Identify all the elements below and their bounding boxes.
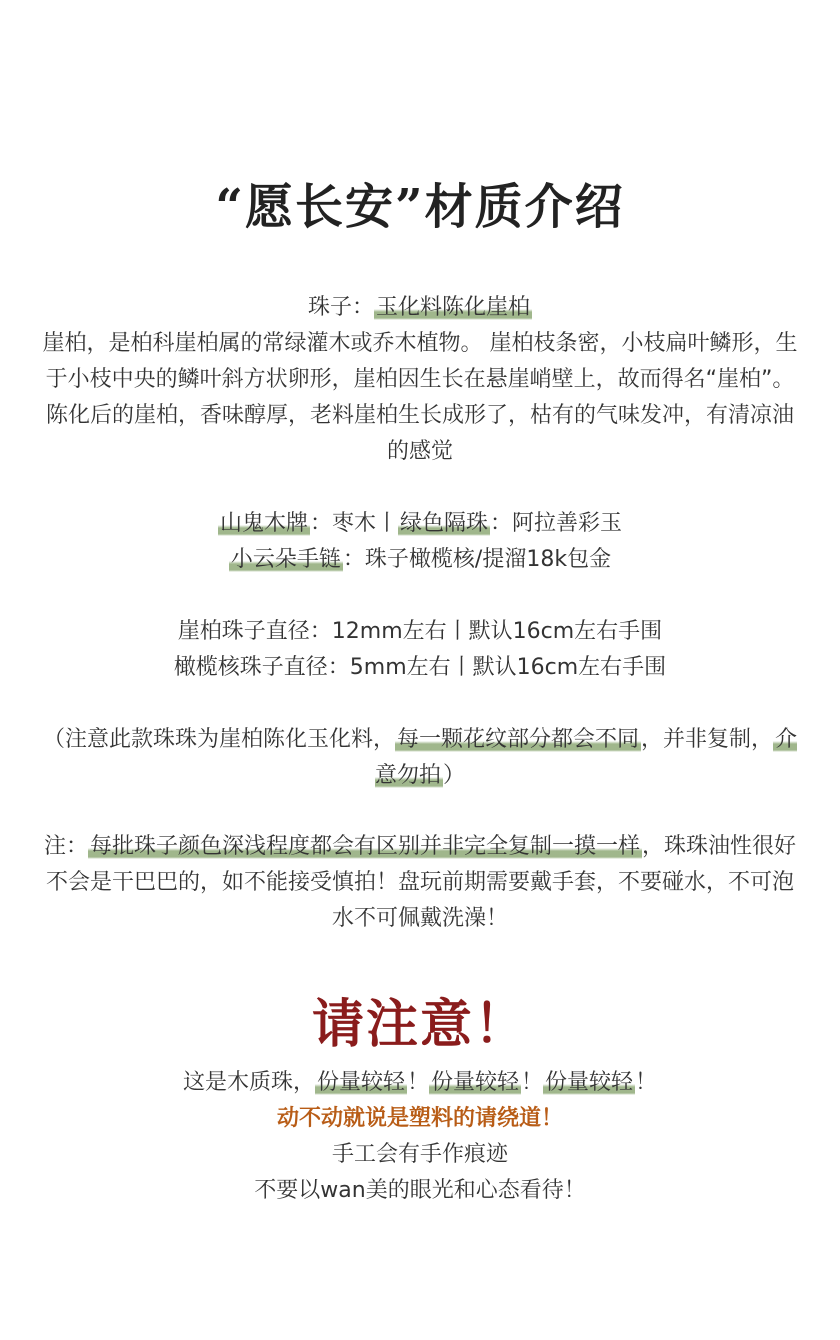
notice-expectation: 不要以wan美的眼光和心态看待！ — [254, 1178, 586, 1203]
notice-title: 请注意！ — [311, 994, 528, 1055]
tag-value: ：枣木丨 — [309, 511, 398, 536]
note-color-prefix: 注： — [43, 834, 88, 859]
notice-weight-line — [36, 1065, 804, 1101]
note-pattern-warning: 介意勿拍 — [374, 727, 798, 788]
size-line-2: 橄榄核珠子直径：5mm左右丨默认16cm左右手围 — [173, 655, 667, 680]
page-title: “愿长安”材质介绍 — [215, 179, 625, 235]
notice-weight-3: 份量较轻 — [545, 1070, 634, 1095]
notice-handmade: 手工会有手作痕迹 — [331, 1142, 508, 1167]
note-color-suffix: ，珠珠油性很好不会是干巴巴的，如不能接受慎拍！盘玩前期需要戴手套，不要碰水，不可泡水不可佩戴洗澡！ — [45, 834, 797, 931]
accessories-section — [36, 506, 804, 578]
note-pattern — [36, 722, 804, 794]
note-pattern-section — [36, 722, 804, 794]
note-color — [36, 829, 804, 937]
notice-plastic-warning: 动不动就说是塑料的请绕道！ — [276, 1106, 563, 1131]
notice-wood-text: 这是木质珠， — [182, 1070, 315, 1095]
chain-value: ：珠子橄榄核/提溜18k包金 — [342, 547, 612, 572]
note-pattern-suffix: ） — [443, 763, 466, 788]
tag-label: 山鬼木牌 — [219, 511, 308, 536]
notice-sep-3: ！ — [635, 1070, 658, 1095]
accessories-line-2 — [36, 542, 804, 578]
notice-weight-2: 份量较轻 — [430, 1070, 519, 1095]
notice-weight-1: 份量较轻 — [316, 1070, 405, 1095]
sizes-section — [36, 614, 804, 686]
beads-label: 珠子： — [307, 295, 374, 320]
notice-sep-1: ！ — [406, 1070, 429, 1095]
spacer-label: 绿色隔珠 — [400, 511, 489, 536]
beads-section — [36, 290, 804, 470]
note-color-highlight: 每批珠子颜色深浅程度都会有区别并非完全复制一摸一样 — [89, 834, 640, 859]
spacer-value: ：阿拉善彩玉 — [490, 511, 623, 536]
size-line-1: 崖柏珠子直径：12mm左右丨默认16cm左右手围 — [177, 619, 663, 644]
beads-material: 玉化料陈化崖柏 — [376, 295, 531, 320]
notice-section — [36, 1065, 804, 1209]
note-pattern-middle: ，并非复制， — [641, 727, 774, 752]
note-pattern-prefix: （注意此款珠珠为崖柏陈化玉化料， — [42, 727, 395, 752]
accessories-line-1 — [36, 506, 804, 542]
note-color-section — [36, 829, 804, 937]
beads-material-line — [36, 290, 804, 326]
note-pattern-highlight: 每一颗花纹部分都会不同 — [396, 727, 639, 752]
chain-label: 小云朵手链 — [230, 547, 341, 572]
notice-sep-2: ！ — [521, 1070, 544, 1095]
beads-description: 崖柏，是柏科崖柏属的常绿灌木或乔木植物。 崖柏枝条密，小枝扁叶鳞形，生于小枝中央的鳞叶斜方状卵形，崖柏因生长在悬崖峭壁上，故而得名“崖柏”。陈化后的崖柏，香味醇厚，老料崖柏生长成形了，枯有的气味发冲，有清凉油的感觉 — [42, 331, 798, 464]
